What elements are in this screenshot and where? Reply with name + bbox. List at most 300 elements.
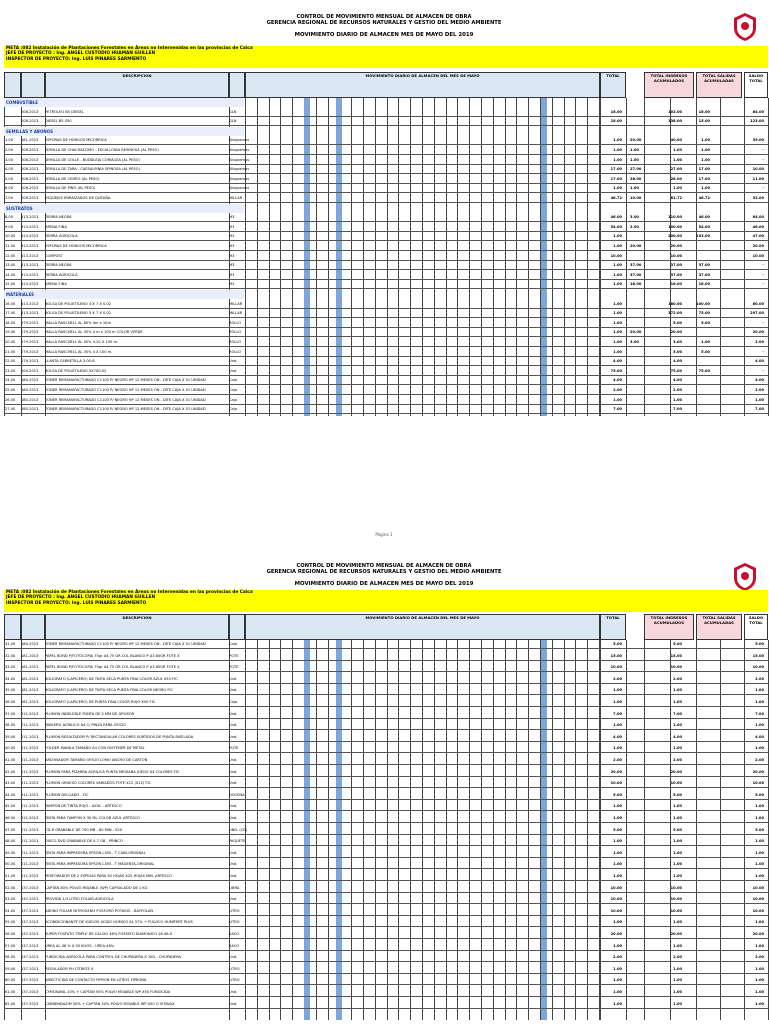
unit-cell: M3: [229, 282, 235, 287]
description-cell: CYMOXANIL 10% + CAPTAN 50% POLVO MOJABLE WP X50 FUNGICIDA: [45, 990, 171, 994]
item-cell: 25.00: [5, 388, 16, 392]
unit-cell: Caja: [229, 642, 237, 646]
table-row: [4, 232, 768, 241]
code-cell: 211-2013: [21, 758, 39, 762]
saldo-cell: 1.00: [755, 920, 764, 925]
saldo-cell: -: [762, 320, 764, 325]
table-row: [4, 223, 768, 232]
unit-cell: Und.: [229, 955, 238, 960]
ingresos-acumulados-cell: 37.00: [670, 263, 682, 268]
section-label: SUSTRATOS: [4, 204, 244, 213]
ingresos-acumulados-cell: 1.00: [673, 966, 682, 971]
description-cell: ARENA FINA: [45, 224, 67, 229]
table-row: [4, 802, 768, 811]
ingresos-acumulados-cell: 10.00: [670, 897, 682, 902]
item-cell: 59.00: [5, 966, 16, 971]
code-cell: 211-2013: [21, 816, 39, 820]
table-row: [4, 156, 768, 165]
ingresos-acumulados-cell: 1.00: [673, 978, 682, 983]
header-item: [4, 72, 21, 98]
saldo-cell: -: [762, 157, 764, 162]
total-cell: 5.00: [613, 642, 622, 646]
code-cell: 137-2013: [21, 920, 39, 925]
code-cell: 613-2013: [21, 282, 39, 287]
total-cell: 1.00: [613, 282, 622, 287]
ingresos-acumulados-cell: 180.00: [668, 301, 682, 306]
unit-cell: Kilogramos: [229, 157, 250, 162]
unit-cell: Und.: [229, 862, 238, 867]
header-ingresos: TOTAL INGRESOS ACUMULADOS: [644, 72, 694, 98]
saldo-cell: 15.00: [752, 653, 764, 658]
table-row: [4, 907, 768, 916]
header-ingresos: TOTAL INGRESOS ACUMULADOS: [644, 614, 694, 640]
ingresos-acumulados-cell: 75.00: [670, 368, 682, 373]
code-cell: 181-2013: [21, 653, 39, 658]
item-cell: 23.00: [5, 368, 16, 373]
item-cell: 38.00: [5, 723, 16, 728]
total-cell: 10.00: [610, 781, 622, 786]
unit-cell: M3: [229, 253, 235, 258]
description-cell: CAPTAN 80% POLVO MOJABLE (WP) CAPSULADO DE 1 KG: [45, 885, 148, 890]
salida-cell: 1.00: [701, 157, 710, 162]
total-cell: 20.00: [610, 932, 622, 936]
code-cell: 211-2013: [21, 792, 39, 797]
description-cell: PLUMON DELGADO - FIC: [45, 792, 89, 797]
ingresos-acumulados-cell: 2.00: [673, 955, 682, 960]
table-row: [4, 338, 768, 347]
description-cell: MALLA RASCHELL AL 35% 4 X 100 m.: [45, 349, 113, 354]
total-cell: 4.00: [613, 378, 622, 383]
code-cell: 211-2013: [21, 711, 39, 716]
header-salidas: TOTAL SALIDAS ACUMULADAS: [696, 614, 742, 640]
table-row: [4, 405, 768, 414]
ingresos-acumulados-cell: 4.00: [673, 359, 682, 364]
code-cell: 211-2013: [21, 781, 39, 786]
title-block: [0, 14, 768, 38]
description-cell: TINTA PARA TAMPON X 30 ML COLOR AZUL ARTESCO: [45, 816, 140, 820]
item-cell: 27.00: [5, 407, 16, 412]
movement-grid-2: [4, 640, 768, 1020]
saldo-cell: 64.00: [752, 215, 764, 220]
total-cell: 10.00: [610, 908, 622, 913]
title-line-3: MOVIMIENTO DIARIO DE ALMACEN MES DE MAYO DEL 2019: [294, 580, 474, 587]
table-row: [4, 386, 768, 395]
saldo-cell: 20.00: [752, 932, 764, 936]
header-saldo: SALDO TOTAL: [744, 72, 768, 98]
saldo-cell: 1.00: [755, 966, 764, 971]
table-row: [4, 860, 768, 869]
ingreso-cell: 20.00: [630, 244, 642, 248]
total-cell: 5.00: [613, 827, 622, 832]
meta-line: META :082 Instalación de Plantaciones Forestales en Áreas no Intervenidas en las provincias de Calca: [6, 46, 253, 51]
jefe-line: JEFE DE PROYECTO : Ing. ANGEL CUSTODIO HUAMAN GUILLEN: [6, 51, 156, 57]
item-cell: 58.00: [5, 955, 16, 960]
unit-cell: Caja: [229, 388, 237, 392]
code-cell: 613-2013: [21, 263, 39, 268]
code-cell: 181-2013: [21, 700, 39, 704]
ingresos-acumulados-cell: 102.00: [668, 109, 682, 114]
table-row: [4, 756, 768, 765]
code-cell: 208-2013: [21, 167, 39, 172]
total-cell: 48.72: [610, 196, 622, 200]
total-cell: 1.00: [613, 301, 622, 306]
unit-cell: LITRO: [229, 920, 240, 925]
item-cell: 33.00: [5, 665, 16, 670]
unit-cell: Und.: [229, 688, 238, 693]
ingreso-cell: 3.00: [630, 215, 639, 220]
ingresos-acumulados-cell: 4.00: [673, 378, 682, 383]
code-cell: 181-2013: [21, 688, 39, 693]
unit-cell: PQTE: [229, 665, 239, 670]
total-cell: 1.00: [613, 1001, 622, 1006]
item-cell: 9.00: [5, 224, 14, 229]
code-cell: 137-2013: [21, 932, 39, 936]
ingresos-acumulados-cell: 5.00: [673, 642, 682, 646]
ingresos-acumulados-cell: 10.00: [670, 781, 682, 786]
saldo-cell: -: [762, 263, 764, 268]
unit-cell: Und.: [229, 804, 238, 809]
item-cell: 52.00: [5, 885, 16, 890]
total-cell: 1.00: [613, 943, 622, 948]
header-unit: [229, 72, 245, 98]
header-total: TOTAL: [600, 72, 626, 98]
total-cell: 1.00: [613, 138, 622, 143]
saldo-cell: 10.00: [752, 897, 764, 902]
unit-cell: LITRO: [229, 978, 240, 983]
description-cell: TONER REMANUFACTURADO C1100 P/ NEGRO HP 12 MESES ON - DITE CAJA X 01 UNIDAD: [45, 397, 206, 402]
page-label: Página 1: [375, 532, 393, 537]
item-cell: 42.00: [5, 769, 16, 774]
grid-vline: [768, 98, 769, 416]
table-row: [4, 733, 768, 742]
unit-cell: Und.: [229, 711, 238, 716]
item-cell: 26.00: [5, 397, 16, 402]
table-row: [4, 849, 768, 858]
item-cell: 50.00: [5, 862, 16, 867]
ingresos-acumulados-cell: 2.00: [673, 676, 682, 681]
code-cell: 181-2013: [21, 138, 39, 143]
unit-cell: Und.: [229, 359, 238, 364]
table-row: [4, 252, 768, 261]
saldo-cell: -: [762, 282, 764, 287]
saldo-cell: 2.00: [755, 388, 764, 392]
unit-cell: M3: [229, 263, 235, 268]
item-cell: 5.00: [5, 176, 14, 181]
unit-cell: Kilogramos: [229, 138, 250, 143]
salida-cell: 1.00: [701, 186, 710, 191]
unit-cell: Und.: [229, 368, 238, 373]
description-cell: ESPORAS DE HONGOS MICORRICA: [45, 244, 107, 248]
saldo-cell: 7.00: [755, 407, 764, 412]
header-unit: [229, 614, 245, 640]
table-row: [4, 367, 768, 376]
unit-cell: Kilogramos: [229, 176, 250, 181]
table-row: [4, 791, 768, 800]
description-cell: PLUMON INDELEBLE PUNTA DE 2 MM DE GROSOR: [45, 711, 135, 716]
total-cell: 7.00: [613, 711, 622, 716]
table-row: [4, 175, 768, 184]
ingresos-acumulados-cell: 2.00: [673, 758, 682, 762]
code-cell: 613-2013: [21, 253, 39, 258]
ingresos-acumulados-cell: 1.00: [673, 1001, 682, 1006]
table-row: [4, 300, 768, 309]
total-cell: 18.00: [610, 119, 622, 124]
item-cell: 7.00: [5, 196, 14, 200]
description-cell: PLUMON RESALTADOR P/ RECTANGULAR COLORES SURTIDOS DE PUNTA BISELADA: [45, 734, 194, 739]
item-cell: 35.00: [5, 688, 16, 693]
description-cell: MALLA RASCHELL AL 50% 4.20 X 100 m.: [45, 340, 119, 344]
saldo-cell: 2.00: [755, 340, 764, 344]
ingresos-acumulados-cell: 1.00: [673, 186, 682, 191]
item-cell: 60.00: [5, 978, 16, 983]
table-row: [4, 136, 768, 145]
description-cell: TAMPON DE TINTA ROJO - AZUL - ARTESCO: [45, 804, 122, 809]
ingresos-acumulados-cell: 1.00: [673, 920, 682, 925]
table-row: [4, 165, 768, 174]
description-cell: PLUMON PARA PIZARRA ACRILICA PUNTA MEDIANA JUEGO X4 COLORES FIC: [45, 769, 180, 774]
unit-cell: SACO: [229, 932, 240, 936]
total-cell: 1.00: [613, 874, 622, 878]
description-cell: SEMILLA DE PINO (AL PESO): [45, 186, 96, 191]
code-cell: 208-2013: [21, 176, 39, 181]
description-cell: TIERRA NEGRA: [45, 263, 72, 268]
unit-cell: GLN: [229, 119, 237, 124]
unit-cell: M3: [229, 272, 235, 277]
table-header-2: [4, 614, 768, 640]
description-cell: MALLA RASCHELL AL 80% 4m x 10m: [45, 320, 111, 325]
ingresos-acumulados-cell: 20.00: [670, 330, 682, 335]
ingresos-acumulados-cell: 372.00: [668, 311, 682, 316]
saldo-cell: 2.00: [755, 758, 764, 762]
ingresos-acumulados-cell: 20.00: [670, 244, 682, 248]
unit-cell: ROLLO: [229, 320, 242, 325]
saldo-cell: 20.00: [752, 244, 764, 248]
total-cell: 20.00: [610, 769, 622, 774]
saldo-cell: 20.00: [752, 769, 764, 774]
total-cell: 46.00: [610, 215, 622, 220]
ingresos-acumulados-cell: 5.00: [673, 827, 682, 832]
ingresos-acumulados-cell: 1.00: [673, 943, 682, 948]
description-cell: CD-R GRABABLE DE 700 MB - 80 MIN - 52X: [45, 827, 123, 832]
code-cell: 613-2013: [21, 224, 39, 229]
code-cell: 211-2013: [21, 850, 39, 855]
ingresos-acumulados-cell: 1.00: [673, 804, 682, 809]
total-cell: 1.00: [613, 320, 622, 325]
table-row: [4, 376, 768, 385]
saldo-cell: 39.00: [752, 138, 764, 143]
ingresos-acumulados-cell: 1.00: [673, 148, 682, 152]
unit-cell: Und.: [229, 769, 238, 774]
description-cell: TONER REMANUFACTURADO C1100 P/ NEGRO HP 12 MESES ON - DITE CAJA X 01 UNIDAD: [45, 407, 206, 412]
description-cell: BOLSA DE POLIETILENO 5X7X0.02: [45, 368, 107, 373]
item-cell: 22.00: [5, 359, 16, 364]
description-cell: COMPOST: [45, 253, 63, 258]
ingresos-acumulados-cell: 200.00: [668, 234, 682, 239]
table-row: [4, 826, 768, 835]
item-cell: 6.00: [5, 186, 14, 191]
total-cell: 7.00: [613, 407, 622, 412]
unit-cell: MILLAR: [229, 301, 243, 306]
total-cell: 1.00: [613, 157, 622, 162]
header-descripcion: DESCRIPCION: [45, 614, 229, 640]
description-cell: DISCO DVD GRABABLE DE 4.7 GB - PRINCO: [45, 839, 123, 844]
item-cell: 48.00: [5, 839, 16, 844]
saldo-cell: 1.00: [755, 816, 764, 820]
table-row: [4, 988, 768, 997]
ingreso-cell: 18.00: [630, 282, 642, 287]
ingreso-cell: 37.00: [630, 272, 642, 277]
saldo-cell: 5.00: [755, 792, 764, 797]
inspector-line: INSPECTOR DE PROYECTO: Ing. LUIS PINARES SARMIENTO: [6, 600, 147, 606]
header-salidas: TOTAL SALIDAS ACUMULADAS: [696, 72, 742, 98]
table-row: [4, 146, 768, 155]
unit-cell: Caja: [229, 378, 237, 383]
ingresos-acumulados-cell: 10.00: [670, 908, 682, 913]
table-row: [4, 328, 768, 337]
unit-cell: M3: [229, 224, 235, 229]
ingresos-acumulados-cell: 10.00: [670, 885, 682, 890]
code-cell: 137-2013: [21, 978, 39, 983]
table-row: [4, 663, 768, 672]
saldo-cell: 33.00: [752, 196, 764, 200]
table-row: [4, 652, 768, 661]
unit-cell: Und.: [229, 758, 238, 762]
description-cell: TINTA PARA IMPRESORA EPSON L355 - T CIAN-ORIGINAL: [45, 850, 146, 855]
total-cell: 1.00: [613, 148, 622, 152]
title-line-1: CONTROL DE MOVIMIENTO MENSUAL DE ALMACEN DE OBRA: [296, 563, 472, 569]
total-cell: 17.00: [610, 167, 622, 172]
title-line-3: MOVIMIENTO DIARIO DE ALMACEN MES DE MAYO DEL 2019: [294, 31, 474, 38]
ingresos-acumulados-cell: 1.00: [673, 839, 682, 844]
code-cell: 211-2013: [21, 827, 39, 832]
total-cell: 18.00: [610, 109, 622, 114]
total-cell: 1.00: [613, 700, 622, 704]
unit-cell: GLN: [229, 109, 237, 114]
table-row: [4, 319, 768, 328]
item-cell: 34.00: [5, 676, 16, 681]
item-cell: 40.00: [5, 746, 16, 751]
ingreso-cell: 2.00: [630, 224, 639, 229]
table-row: [4, 271, 768, 280]
unit-cell: LIBRA: [229, 885, 240, 890]
table-row: [4, 884, 768, 893]
item-cell: 12.00: [5, 253, 16, 258]
code-cell: 211-2013: [21, 862, 39, 867]
salida-cell: 1.00: [701, 148, 710, 152]
description-cell: TONER REMANUFACTURADO C1100 P/ NEGRO HP 12 MESES ON - DITE CAJA X 01 UNIDAD: [45, 642, 206, 646]
unit-cell: PQTE: [229, 653, 239, 658]
ingresos-acumulados-cell: 1.00: [673, 700, 682, 704]
ingreso-cell: 37.00: [630, 263, 642, 268]
saldo-cell: 5.00: [755, 642, 764, 646]
item-cell: 18.00: [5, 320, 16, 325]
unit-cell: ROLLO: [229, 340, 242, 344]
unit-cell: M3: [229, 215, 235, 220]
ingresos-acumulados-cell: 1.00: [673, 723, 682, 728]
table-row: [4, 640, 768, 649]
ingresos-acumulados-cell: 3.00: [673, 340, 682, 344]
unit-cell: ROLLO: [229, 349, 242, 354]
table-row: [4, 930, 768, 939]
unit-cell: Und.: [229, 990, 238, 994]
ingresos-acumulados-cell: 10.00: [670, 253, 682, 258]
ingresos-acumulados-cell: 15.00: [670, 653, 682, 658]
project-info-band-2: [4, 590, 768, 612]
ingresos-acumulados-cell: 1.00: [673, 816, 682, 820]
table-row: [4, 242, 768, 251]
unit-cell: Und.: [229, 1001, 238, 1006]
table-row: [4, 814, 768, 823]
description-cell: PROVIDA 1/3 LITRO FOLIAR AGRICOLA: [45, 897, 114, 902]
salida-cell: 37.00: [698, 272, 710, 277]
ingresos-acumulados-cell: 110.00: [668, 215, 682, 220]
saldo-cell: 47.00: [752, 234, 764, 239]
code-cell: 613-2013: [21, 301, 39, 306]
description-cell: TIERRA NEGRA: [45, 215, 72, 220]
saldo-cell: 1.00: [755, 874, 764, 878]
total-cell: 1.00: [613, 340, 622, 344]
saldo-cell: 4.00: [755, 734, 764, 739]
description-cell: REGULADOR PH CITRATE X: [45, 966, 94, 971]
unit-cell: Kilogramos: [229, 186, 250, 191]
description-cell: FOLDER MANILA TAMAÑO A4 CON FASTENER DE METAL: [45, 746, 145, 751]
item-cell: 13.00: [5, 263, 16, 268]
unit-cell: Kilogramos: [229, 148, 250, 152]
ingresos-acumulados-cell: 1.00: [673, 688, 682, 693]
saldo-cell: 46.00: [752, 224, 764, 229]
saldo-cell: 4.00: [755, 378, 764, 383]
code-cell: 137-2013: [21, 955, 39, 960]
table-row: [4, 918, 768, 927]
item-cell: 8.00: [5, 215, 14, 220]
ingresos-acumulados-cell: 81.72: [670, 196, 682, 200]
table-row: [4, 779, 768, 788]
code-cell: 208-2013: [21, 157, 39, 162]
salida-cell: 37.00: [698, 263, 710, 268]
item-cell: 39.00: [5, 734, 16, 739]
code-cell: 180-2013: [21, 397, 39, 402]
section-label: MATERIALES: [4, 290, 244, 299]
total-cell: 1.00: [613, 920, 622, 925]
ingresos-acumulados-cell: 10.00: [670, 665, 682, 670]
item-cell: 61.00: [5, 990, 16, 994]
code-cell: 211-2013: [21, 839, 39, 844]
ingreso-cell: 20.00: [630, 330, 642, 335]
ingresos-acumulados-cell: 1.00: [673, 874, 682, 878]
salida-cell: 15.00: [698, 119, 710, 124]
item-cell: 51.00: [5, 874, 16, 878]
jefe-line: JEFE DE PROYECTO : Ing. ANGEL CUSTODIO HUAMAN GUILLEN: [6, 595, 156, 601]
description-cell: DIESEL B5 S50: [45, 119, 72, 124]
table-row: [4, 396, 768, 405]
total-cell: 1.00: [613, 330, 622, 335]
ingresos-acumulados-cell: 20.00: [670, 932, 682, 936]
table-row: [4, 895, 768, 904]
unit-cell: LITRO: [229, 908, 240, 913]
salida-cell: 17.00: [698, 167, 710, 172]
saldo-cell: -: [762, 186, 764, 191]
total-cell: 1.00: [613, 272, 622, 277]
description-cell: ARCHIVADOR TAMAÑO OFICIO LOMO ANCHO DE CARTON: [45, 758, 148, 762]
regional-logo-icon: [732, 562, 758, 592]
ingreso-cell: 1.00: [630, 186, 639, 191]
description-cell: SEMILLA DE COLLE - BUDDLEJA CORIACEA (AL PESO): [45, 157, 140, 162]
salida-cell: 1.00: [701, 340, 710, 344]
code-cell: 100-2013: [21, 368, 39, 373]
code-cell: 279-2013: [21, 330, 39, 335]
total-cell: 1.00: [613, 804, 622, 809]
table-row: [4, 837, 768, 846]
